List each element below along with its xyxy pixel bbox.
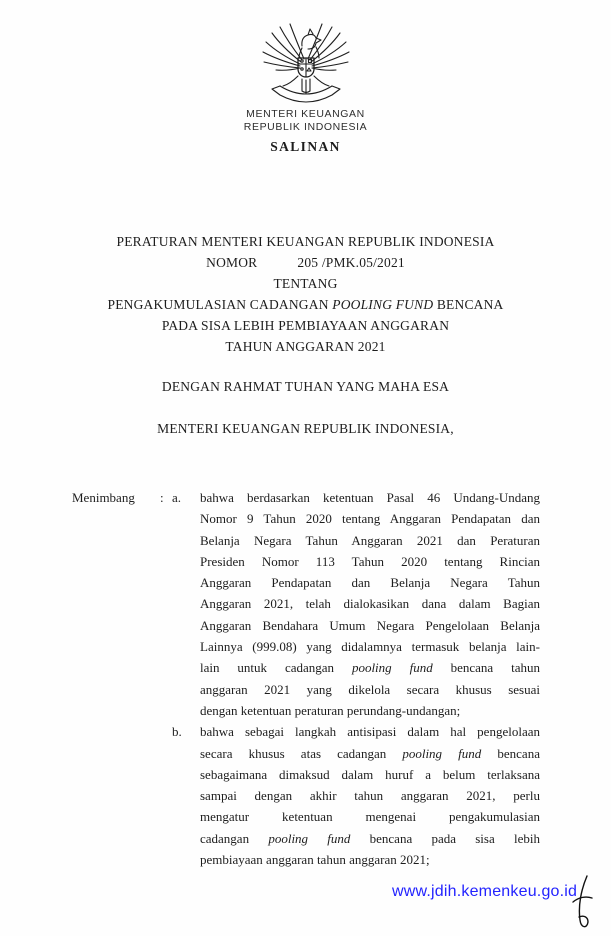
regulation-title-block — [0, 231, 611, 357]
text-line: Belanja Negara Tahun Anggaran 2021 dan Peraturan — [200, 532, 540, 548]
republic-name: REPUBLIK INDONESIA — [243, 121, 368, 133]
text-line: sampai dengan akhir tahun anggaran 2021, perlu — [200, 788, 540, 804]
text-line: pembiayaan anggaran tahun anggaran 2021; — [200, 852, 430, 868]
text-line: mengatur ketentuan mengenai pengakumulasian — [200, 809, 540, 825]
text-line: dengan ketentuan peraturan perundang-undangan; — [200, 702, 461, 718]
text-line: Anggaran Pendapatan dan Belanja Negara Tahun — [200, 575, 540, 591]
text-line: Nomor 9 Tahun 2020 tentang Anggaran Pendapatan dan — [200, 511, 540, 527]
regulation-heading: PERATURAN MENTERI KEUANGAN REPUBLIK INDONESIA — [116, 234, 495, 249]
text-line: anggaran 2021 yang dikelola secara khusus sesuai — [200, 681, 540, 697]
consideration-item-a — [172, 487, 540, 721]
letterhead — [0, 22, 611, 155]
ministry-name: MENTERI KEUANGAN — [246, 108, 365, 120]
nomor-value: 205 /PMK.05/2021 — [297, 255, 405, 270]
text-line: Anggaran Bendahara Umum Negara Pengelolaan Belanja — [200, 617, 540, 633]
text-line: Presiden Nomor 113 Tahun 2020 tentang Rincian — [200, 553, 540, 569]
regulation-subject — [0, 294, 611, 357]
nomor-label: NOMOR — [206, 255, 258, 270]
considerations-items — [172, 487, 540, 870]
menimbang-colon: : — [160, 490, 164, 505]
considerations-section — [72, 487, 540, 870]
text-line: TAHUN ANGGARAN 2021 — [225, 339, 386, 354]
item-marker-b: b. — [172, 724, 182, 740]
tentang-label: TENTANG — [273, 276, 338, 291]
text-line: bahwa berdasarkan ketentuan Pasal 46 Undang-Undang — [200, 490, 540, 505]
text-line: Lainnya (999.08) yang didalamnya termasuk belanja lain- — [200, 639, 540, 655]
invocation-line: DENGAN RAHMAT TUHAN YANG MAHA ESA — [161, 379, 450, 394]
text-line: PADA SISA LEBIH PEMBIAYAAN ANGGARAN — [161, 318, 450, 333]
text-line: secara khusus atas cadangan pooling fund bencana — [200, 745, 540, 761]
item-text-b — [200, 721, 540, 870]
text-line: cadangan pooling fund bencana pada sisa lebih — [200, 830, 540, 846]
handwritten-paraf-mark — [569, 874, 595, 934]
consideration-item-b — [172, 721, 540, 870]
copy-stamp: SALINAN — [270, 139, 341, 154]
regulation-number-line — [0, 252, 611, 273]
garuda-pancasila-emblem — [258, 22, 354, 104]
issuing-authority-line: MENTERI KEUANGAN REPUBLIK INDONESIA, — [157, 421, 454, 436]
text-line: bahwa sebagai langkah antisipasi dalam hal pengelolaan — [200, 724, 540, 740]
watermark-link[interactable]: www.jdih.kemenkeu.go.id — [392, 883, 578, 900]
item-text-a — [200, 487, 540, 721]
text-line: PENGAKUMULASIAN CADANGAN POOLING FUND BENCANA — [107, 297, 504, 312]
text-line: sebagaimana dimaksud dalam huruf a belum terlaksana — [200, 766, 540, 782]
text-line: Anggaran 2021, telah dialokasikan dana dalam Bagian — [200, 596, 540, 612]
menimbang-label: Menimbang — [72, 490, 135, 505]
item-marker-a: a. — [172, 490, 182, 505]
text-line: lain untuk cadangan pooling fund bencana tahun — [200, 660, 540, 676]
